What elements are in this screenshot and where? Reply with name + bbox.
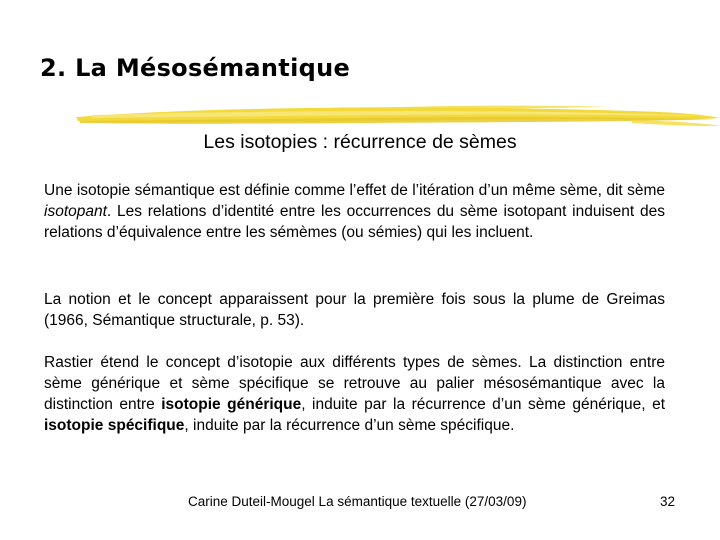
paragraph-rastier-bold-1: isotopie générique xyxy=(161,396,302,413)
paragraph-definition-text-2: . Les relations d’identité entre les occurrences du sème isotopant induisent des relations d’équivalence entre les sémèmes (ou sémies) qui les incluent. xyxy=(44,203,665,241)
paragraph-greimas: La notion et le concept apparaissent pour la première fois sous la plume de Greimas (1966, Sémantique structurale, p. 53). xyxy=(44,291,665,329)
paragraph-rastier-bold-2: isotopie spécifique xyxy=(44,417,185,434)
paragraph-definition-italic: isotopant xyxy=(44,203,107,220)
paragraph-rastier-text-3: , induite par la récurrence d’un sème spécifique. xyxy=(184,417,515,434)
footer-credit: Carine Duteil-Mougel La sémantique textuelle (27/03/09) xyxy=(188,494,527,509)
paragraph-rastier xyxy=(44,352,665,436)
subtitle: Les isotopies : récurrence de sèmes xyxy=(203,131,517,153)
yellow-brush-stroke xyxy=(72,100,720,130)
paragraph-rastier-text-1: Rastier étend le concept d’isotopie aux différents types de sèmes. La distinction entre sème générique et sème spécifique se retrouve au palier mésosémantique avec la distinction entre xyxy=(44,354,665,413)
page-number: 32 xyxy=(660,494,676,509)
paragraph-definition xyxy=(44,180,665,243)
paragraph-definition-text-1: Une isotopie sémantique est définie comme l’effet de l’itération d’un même sème, dit sème xyxy=(44,182,665,199)
slide-title: 2. La Mésosémantique xyxy=(40,54,351,82)
paragraph-rastier-text-2: , induite par la récurrence d’un sème générique, et xyxy=(301,396,666,413)
brush-stroke-tail xyxy=(632,120,720,126)
